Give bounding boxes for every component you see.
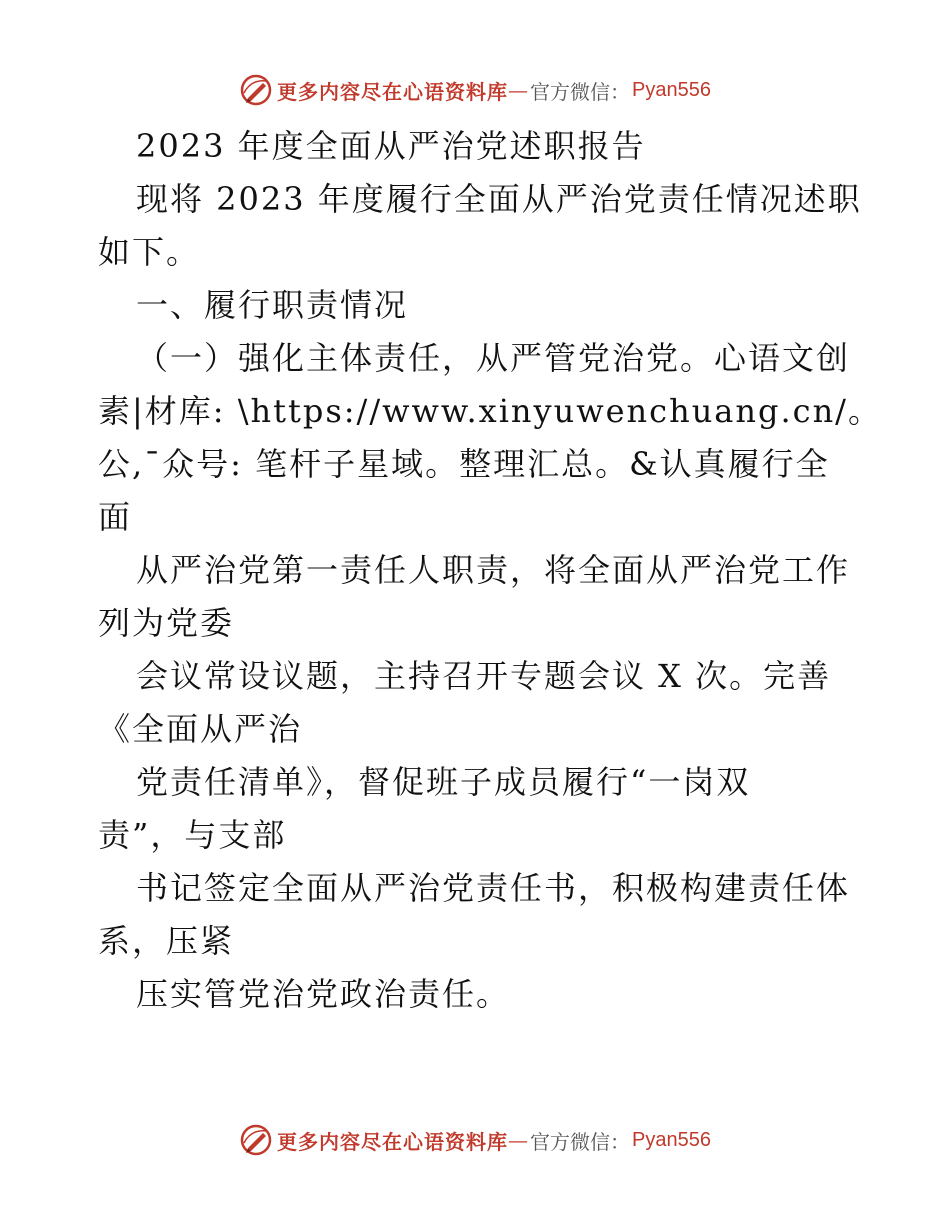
banner-main-text: 更多内容尽在心语资料库 <box>277 79 509 104</box>
paragraph-line: 从严治党第一责任人职责，将全面从严治党工作 <box>136 551 851 589</box>
banner-official-label: 官方微信： <box>530 79 631 104</box>
paragraph-line: 党责任清单》，督促班子成员履行“一岗双 <box>136 763 751 801</box>
paragraph-line: 压实管党治党政治责任。 <box>136 975 511 1013</box>
document-title: 2023 年度全面从严治党述职报告 <box>136 127 646 165</box>
paragraph-line: 公,¯众号: 笔杆子星域。整理汇总。&认真履行全 <box>98 445 830 483</box>
banner-main-text: 更多内容尽在心语资料库 <box>277 1129 509 1154</box>
document-body <box>98 120 882 1021</box>
pen-logo-icon <box>239 73 273 107</box>
paragraph-line: 责”，与支部 <box>98 816 287 854</box>
pen-logo-icon <box>239 1123 273 1157</box>
paragraph-line: 系，压紧 <box>98 922 235 960</box>
paragraph-line: 现将 2023 年度履行全面从严治党责任情况述职 <box>136 180 862 218</box>
paragraph-line: 列为党委 <box>98 604 235 642</box>
banner-separator: — <box>508 1128 529 1152</box>
header-watermark-banner <box>0 70 950 110</box>
paragraph-line: 书记签定全面从严治党责任书，积极构建责任体 <box>136 869 851 907</box>
banner-separator: — <box>508 78 529 102</box>
paragraph-line: 《全面从严治 <box>98 710 303 748</box>
banner-wechat-id: Pyan556 <box>632 78 711 101</box>
paragraph-line: 素|材库: \https://www.xinyuwenchuang.cn/。 <box>98 392 882 430</box>
paragraph-line: 会议常设议题，主持召开专题会议 X 次。完善 <box>136 657 832 695</box>
banner-official-label: 官方微信： <box>530 1129 631 1154</box>
subsection-heading: （一）强化主体责任，从严管党治党。心语文创 <box>136 339 851 377</box>
section-heading: 一、履行职责情况 <box>136 286 409 324</box>
footer-watermark-banner <box>0 1120 950 1160</box>
paragraph-line: 如下。 <box>98 233 201 271</box>
banner-wechat-id: Pyan556 <box>632 1128 711 1151</box>
paragraph-line: 面 <box>98 498 133 536</box>
